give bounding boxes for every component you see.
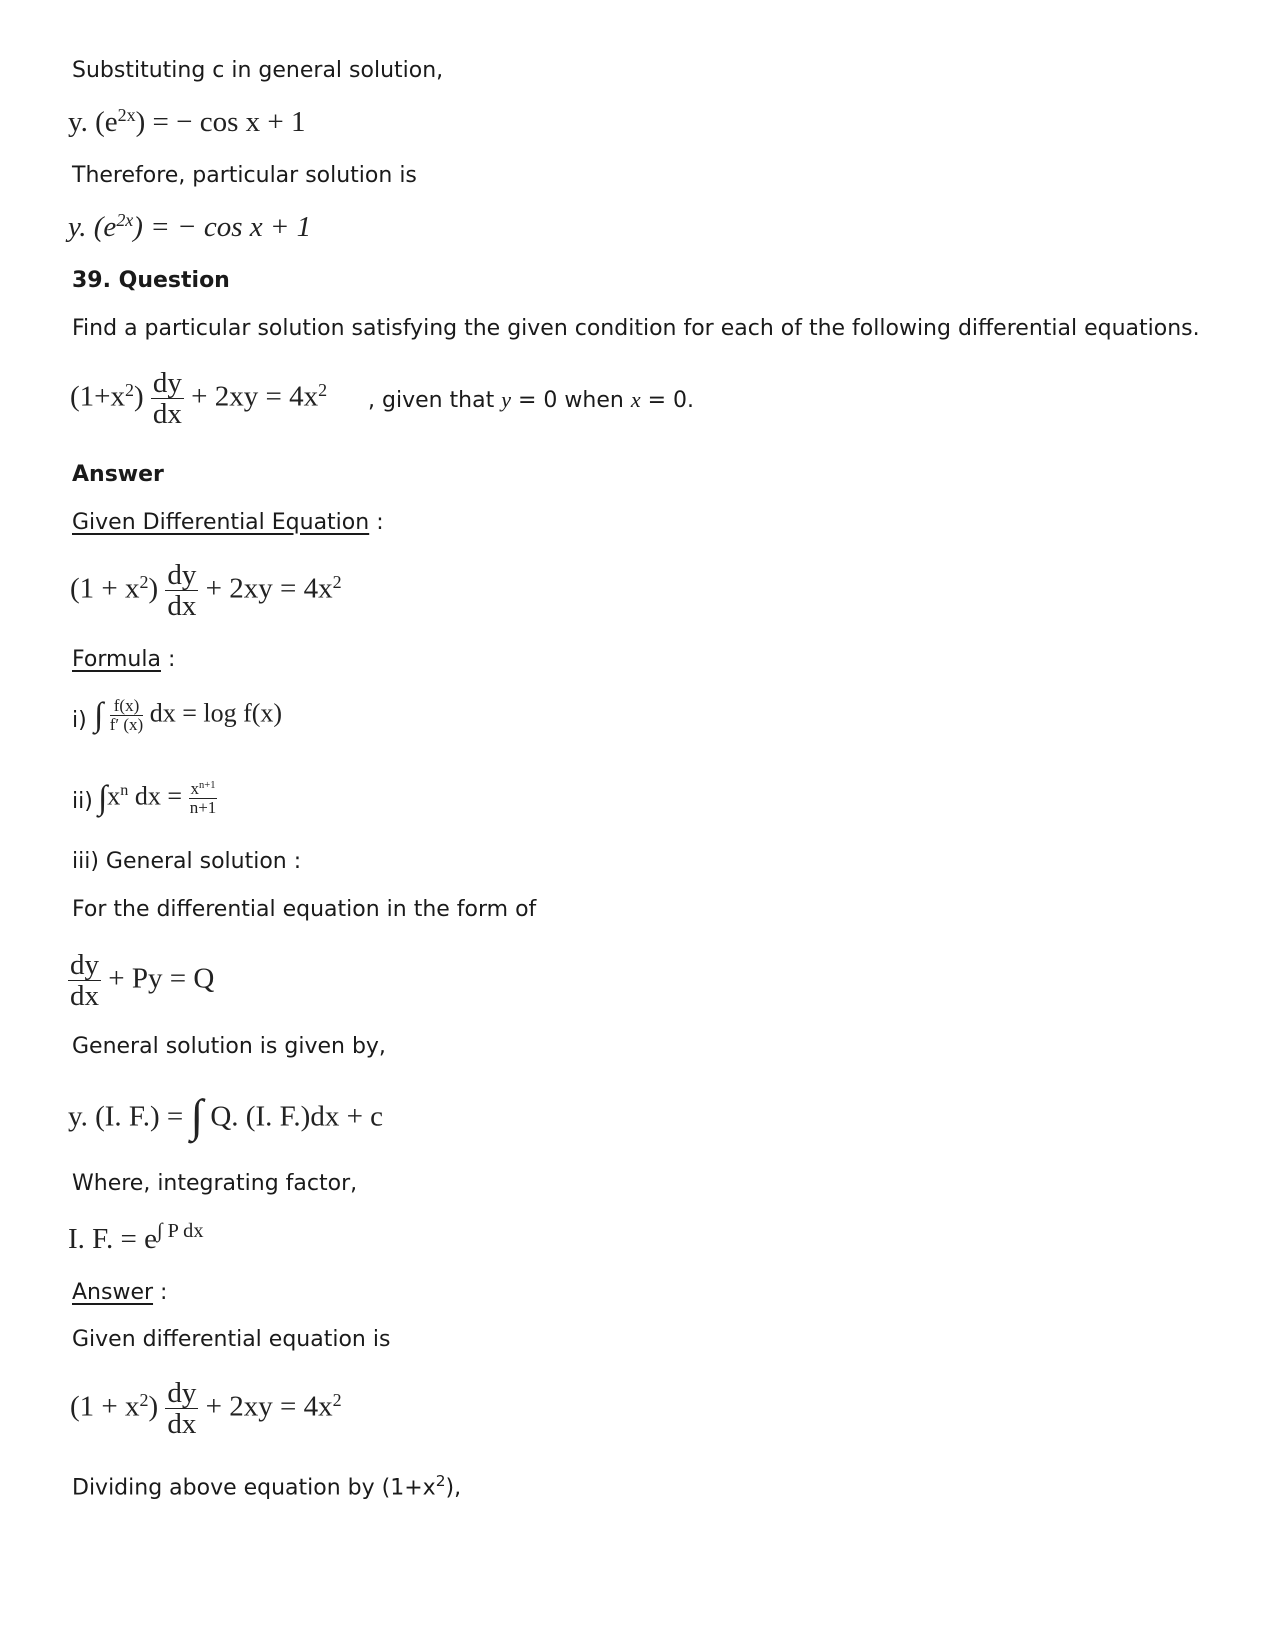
text-substituting: Substituting c in general solution, xyxy=(72,58,444,83)
given-de-equation: $(1 + x^2)$ $\frac{dy}{dx}$ + $2xy = 4x^2$ xyxy=(70,559,342,623)
text-for-de-form: For the differential equation in the form of xyxy=(72,897,537,922)
dy-dx-fraction: $\frac{dy}{dx}$ xyxy=(152,367,182,431)
given-de-label: Given Differential Equation : xyxy=(72,510,384,535)
text-therefore: Therefore, particular solution is xyxy=(72,163,417,188)
formula-i-prefix: i) xyxy=(72,708,87,733)
power-rule-fraction: $\frac{x^{n+1}}{n+1}$ xyxy=(189,779,217,817)
formula-label: Formula : xyxy=(72,647,176,672)
integrating-factor-equation: I. F. = $e^{\int P dx}$ xyxy=(68,1219,204,1255)
question-text: Find a particular solution satisfying the given condition for each of the following differential equations. xyxy=(72,316,1200,341)
text-general-solution-given-by: General solution is given by, xyxy=(72,1034,386,1059)
question-condition: , given that y = 0 when x = 0. xyxy=(368,387,695,413)
dy-dx-fraction: $\frac{dy}{dx}$ xyxy=(167,1377,197,1441)
text-dividing: Dividing above equation by $(1+x^2)$, xyxy=(72,1472,462,1501)
given-de-equation-2: $(1 + x^2)$ $\frac{dy}{dx}$ + $2xy = 4x^2$ xyxy=(70,1377,342,1441)
answer-label: Answer : xyxy=(72,1280,168,1305)
formula-iii: iii) General solution : xyxy=(72,849,302,874)
equation-particular-2: y. $(e^{2x})$ = − cos x + 1 xyxy=(68,210,312,243)
f-over-fprime-fraction: $\frac{f(x)}{f' (x)}$ xyxy=(109,696,144,734)
equation-particular-1: y. $(e^{2x})$ = − cos x + 1 xyxy=(68,105,306,138)
dy-dx-fraction: $\frac{dy}{dx}$ xyxy=(70,949,99,1013)
text-given-de-is: Given differential equation is xyxy=(72,1327,391,1352)
question-heading: 39. Question xyxy=(72,268,230,293)
dy-dx-fraction: $\frac{dy}{dx}$ xyxy=(167,559,197,623)
general-solution-equation: y. (I. F.) = ∫ Q. (I. F.)dx + c xyxy=(68,1090,384,1141)
formula-ii-prefix: ii) xyxy=(72,789,93,814)
text-where-integrating-factor: Where, integrating factor, xyxy=(72,1171,358,1196)
answer-heading: Answer xyxy=(72,462,164,487)
formula-ii-equation: $\int x^n$ dx = $\frac{x^{n+1}}{n+1}$ xyxy=(98,779,217,817)
question-equation: $(1+x^2)$ $\frac{dy}{dx}$ + $2xy = 4x^2$ xyxy=(70,367,328,431)
formula-i-equation: ∫ $\frac{f(x)}{f' (x)}$ dx = log f(x) xyxy=(94,696,283,734)
linear-de-form-equation: $\frac{dy}{dx}$ + Py = Q xyxy=(70,949,215,1013)
